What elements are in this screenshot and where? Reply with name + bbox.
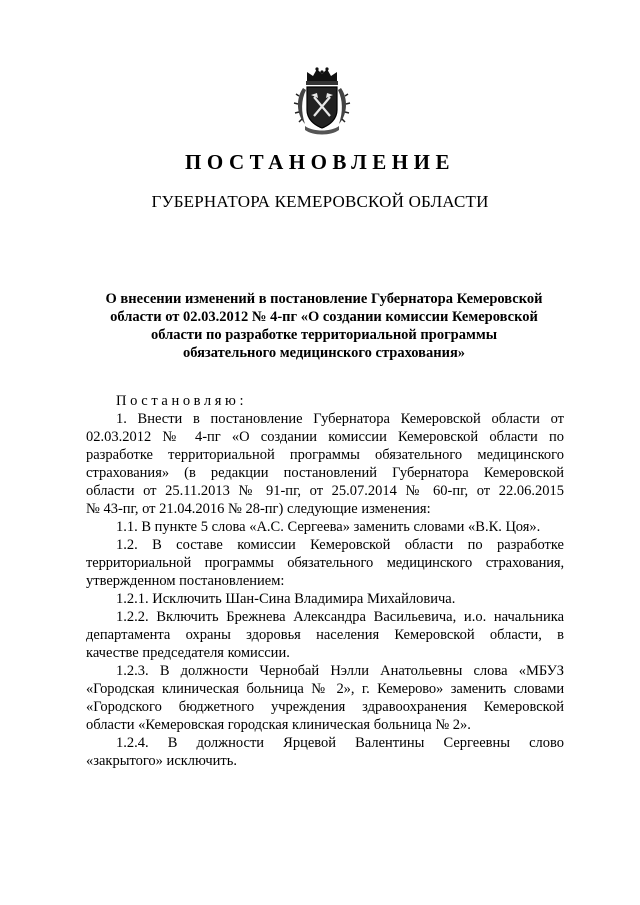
paragraph-1-2-line: территориальной программы обязательного медицинского страхования, [86, 555, 564, 571]
paragraph-1-2-4-line: 1.2.4. В должности Ярцевой Валентины Сергеевны слово [116, 735, 564, 751]
paragraph-1-line: 1. Внести в постановление Губернатора Кемеровской области от [116, 411, 564, 427]
document-body [86, 392, 564, 770]
issuer-title: ГУБЕРНАТОРА КЕМЕРОВСКОЙ ОБЛАСТИ [151, 192, 489, 211]
paragraph-1-2-line: утвержденном постановлением: [86, 573, 285, 589]
paragraph-1-line: страхования» (в редакции постановлений Губернатора Кемеровской [86, 465, 564, 481]
paragraph-1-2-4-line: «закрытого» исключить. [86, 753, 237, 769]
paragraph-1-2-2-line: 1.2.2. Включить Брежнева Александра Васильевича, и.о. начальника [116, 609, 564, 625]
paragraph-1-2-3-line: «Городского бюджетного учреждения здравоохранения Кемеровской [86, 699, 564, 715]
paragraph-1-line: разработке территориальной программы обязательного медицинского [86, 447, 564, 463]
title-line: обязательного медицинского страхования» [182, 345, 466, 361]
paragraph-1-line: области от 25.11.2013 № 91-пг, от 25.07.2014 № 60-пг, от 22.06.2015 [86, 483, 564, 499]
document-heading: ПОСТАНОВЛЕНИЕ [185, 150, 455, 174]
paragraph-1-2-line: 1.2. В составе комиссии Кемеровской области по разработке [116, 537, 564, 553]
paragraph-1-line: 02.03.2012 № 4-пг «О создании комиссии Кемеровской области по [86, 429, 564, 445]
paragraph-1-2-1: 1.2.1. Исключить Шан-Сина Владимира Михайловича. [116, 591, 456, 607]
coat-of-arms-icon [293, 66, 351, 136]
title-line: О внесении изменений в постановление Губернатора Кемеровской [105, 291, 543, 307]
paragraph-1-2-2-line: департамента охраны здоровья населения Кемеровской области, в [86, 627, 564, 643]
paragraph-1-2-3-line: «Городская клиническая больница № 2», г. Кемерово» заменить словами [86, 681, 564, 697]
paragraph-1-2-3-line: 1.2.3. В должности Чернобай Нэлли Анатольевны слова «МБУЗ [116, 663, 564, 679]
paragraph-1-2-3-line: области «Кемеровская городская клиническая больница № 2». [86, 717, 471, 733]
paragraph-1-2-2-line: качестве председателя комиссии. [86, 645, 290, 661]
paragraph-1-1: 1.1. В пункте 5 слова «А.С. Сергеева» заменить словами «В.К. Цоя». [116, 519, 541, 535]
title-line: области по разработке территориальной программы [150, 327, 498, 343]
document-title [96, 290, 552, 362]
title-line: области от 02.03.2012 № 4-пг «О создании комиссии Кемеровской [110, 309, 538, 325]
decree-word: Постановляю: [116, 393, 248, 409]
paragraph-1-line: № 43-пг, от 21.04.2016 № 28-пг) следующие изменения: [86, 501, 431, 517]
